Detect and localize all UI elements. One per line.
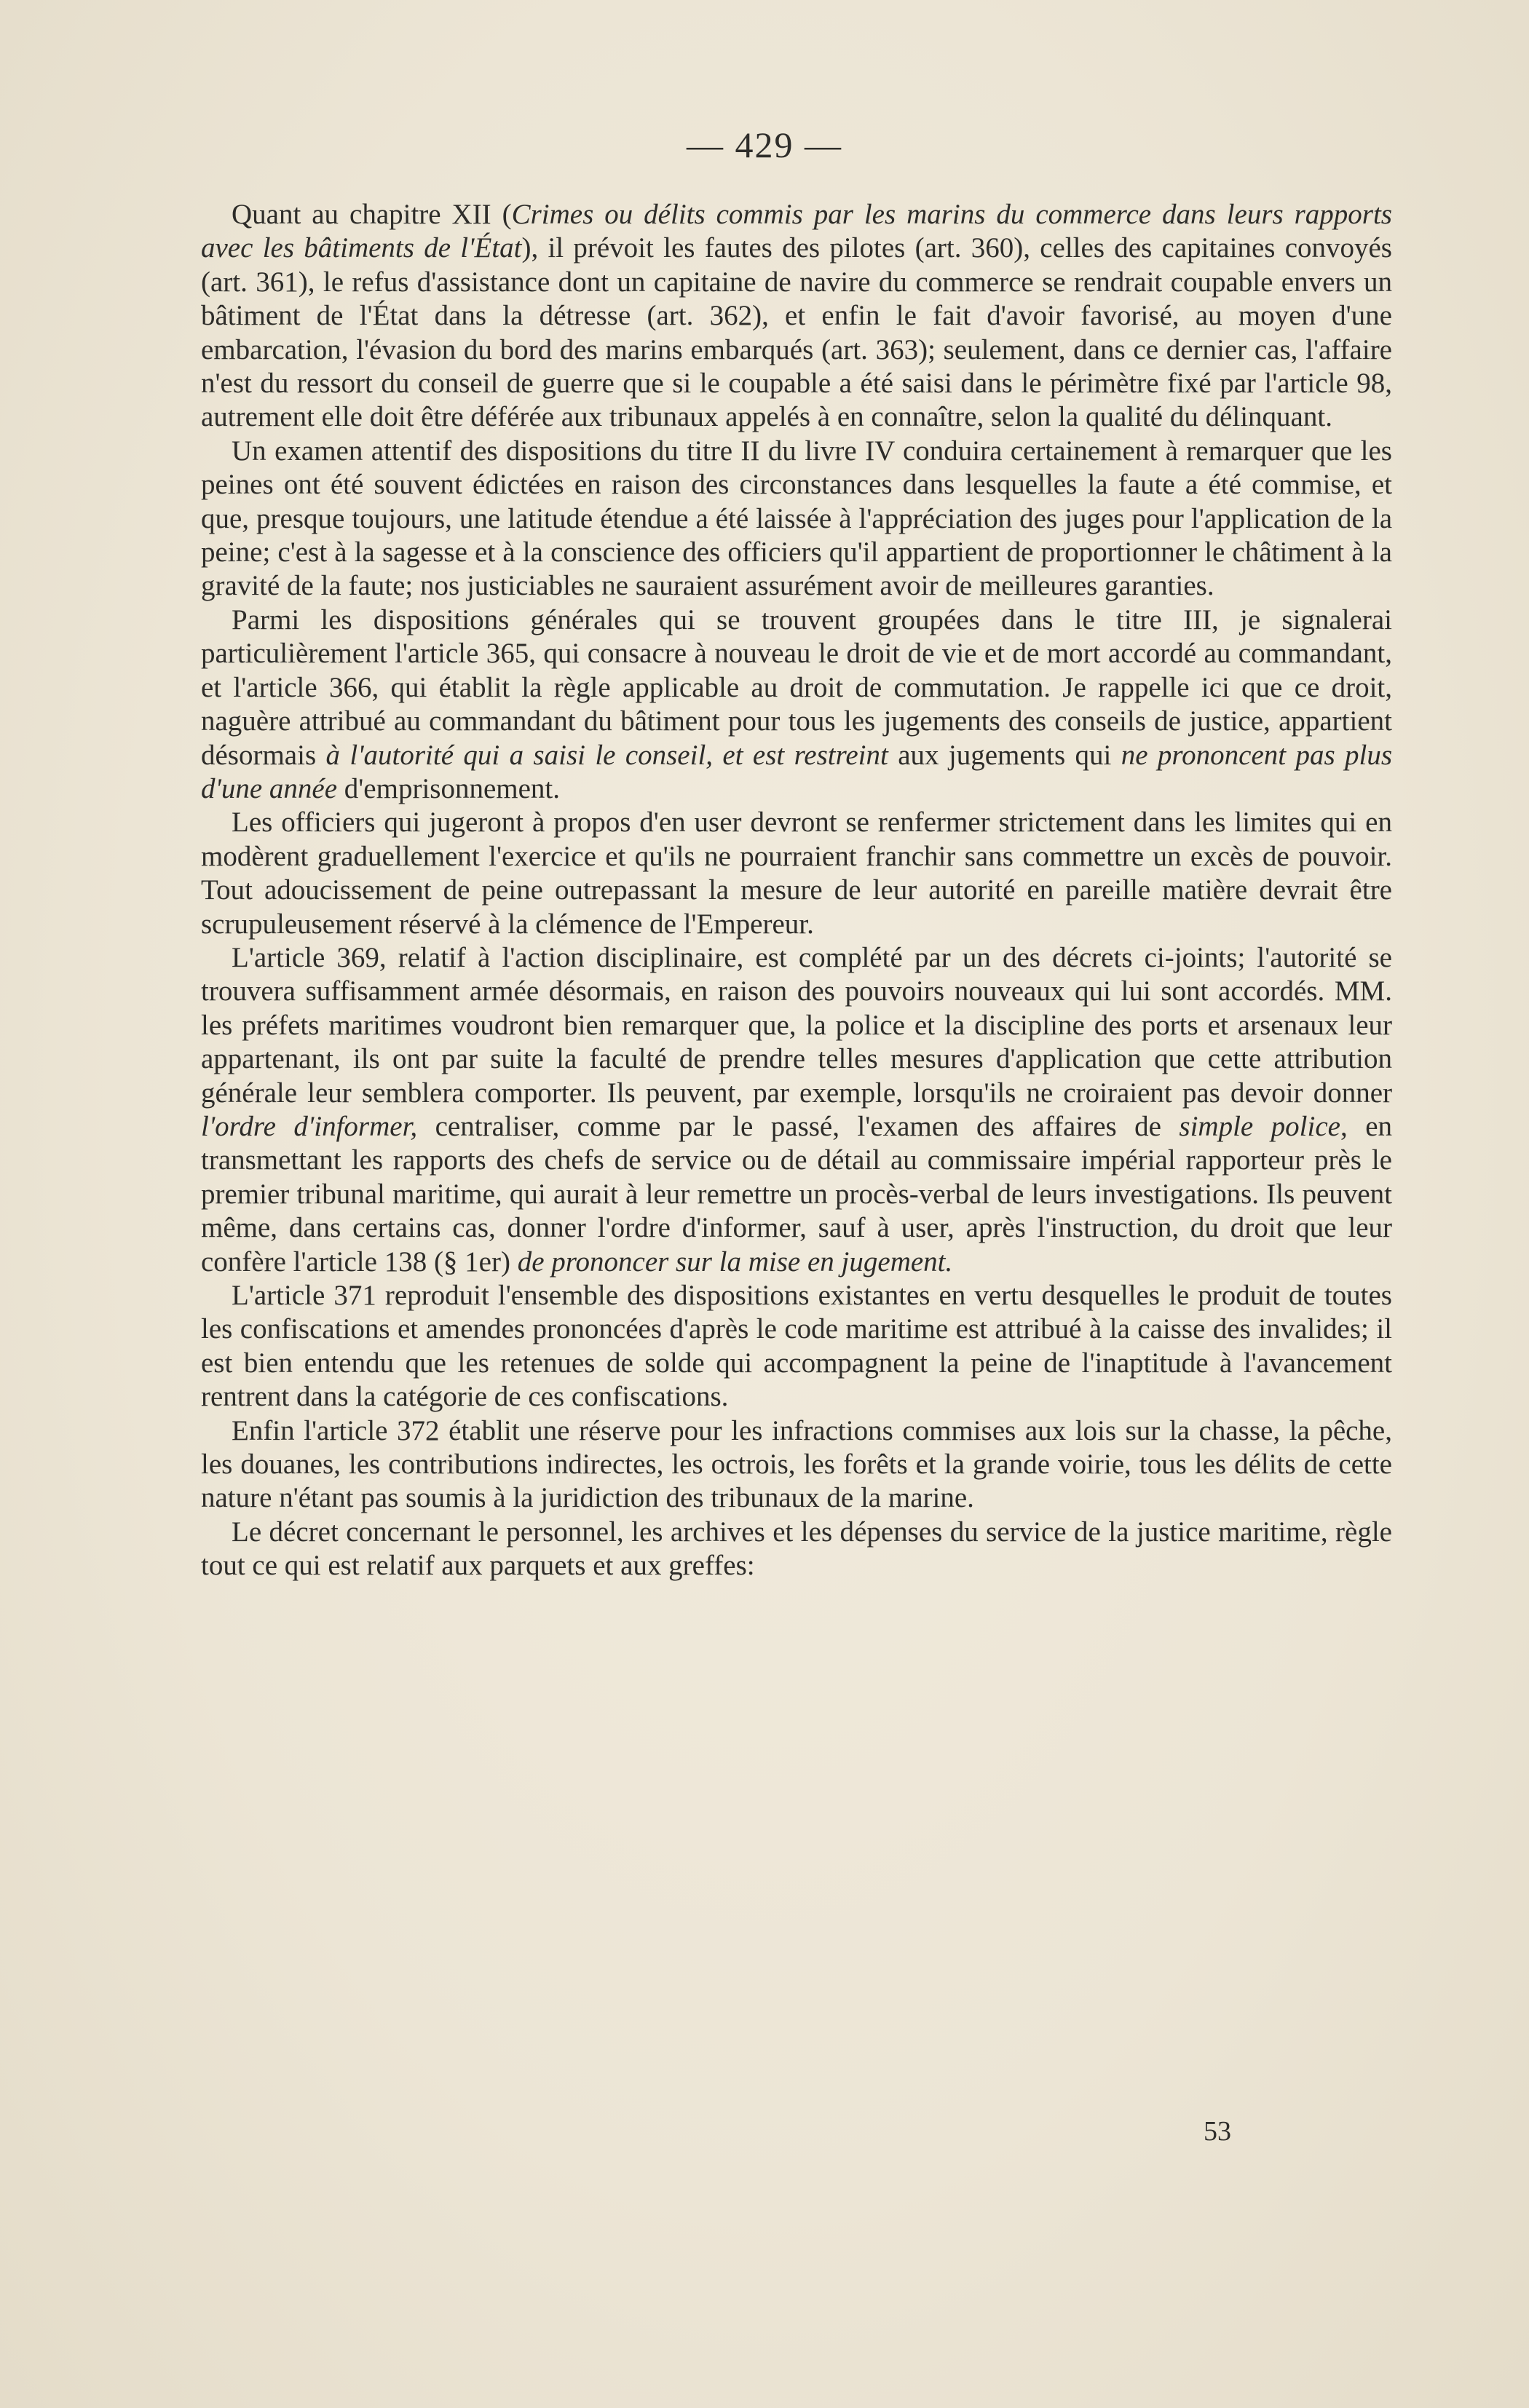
text-run: L'article 371 reproduit l'ensemble des dispositions existantes en vertu desquelles le produit de toutes les confiscations et amendes prononcées d'après le code maritime est attribué à la caisse des invalides; il est bien entendu que les retenues de solde qui accompagnent la peine de l'inaptitude à l'avancement rentrent dans la catégorie de ces confiscations. [201, 1280, 1392, 1413]
italic-run: ne prononcent pas plus d'une année [201, 739, 1393, 804]
text-run: L'article 369, relatif à l'action disciplinaire, est complété par un des décrets ci-joints; l'autorité se trouvera suffisamment armée désormais, en raison des pouvoirs nouveaux qui lui sont accordés. MM. les préfets maritimes voudront bien remarquer que, la police et la discipline des ports et arsenaux leur appartenant, ils ont par suite la faculté de prendre telles mesures d'application que cette attribution générale leur semblera comporter. Ils peuvent, par exemple, lorsqu'ils ne croiraient pas devoir donner [201, 941, 1392, 1109]
paragraph [201, 198, 1392, 435]
italic-run: à l'autorité qui a saisi le conseil, et est restreint [325, 739, 888, 771]
text-run: Les officiers qui jugeront à propos d'en user devront se renfermer strictement dans les limites qui en modèrent graduellement l'exercice et qu'ils ne pourraient franchir sans commettre un excès de pouvoir. Tout adoucissement de peine outrepassant la mesure de leur autorité en pareille matière devrait être scrupuleusement réservé à la clémence de l'Empereur. [201, 807, 1392, 940]
text-run: Quant au chapitre XII ( [232, 199, 512, 230]
italic-run: Crimes ou délits commis par les marins du commerce dans leurs rapports avec les bâtiments de l'État [201, 199, 1392, 264]
italic-run: simple police [1179, 1110, 1340, 1142]
paragraph [201, 941, 1392, 1279]
italic-run: l'ordre d'informer, [201, 1110, 418, 1142]
text-run: Le décret concernant le personnel, les archives et les dépenses du service de la justice maritime, règle tout ce qui est relatif aux parquets et aux greffes: [201, 1516, 1392, 1582]
page-number: — 429 — [687, 124, 842, 165]
text-run: , en transmettant les rapports des chefs de service ou de détail au commissaire impérial rapporteur près le premier tribunal maritime, qui aurait à leur remettre un procès-verbal de leurs investigations. Ils peuvent même, dans certains cas, donner l'ordre d'informer, sauf à user, après l'instruction, du droit que leur confère l'article 138 (§ 1er) [201, 1110, 1393, 1278]
text-run: Enfin l'article 372 établit une réserve pour les infractions commises aux lois sur la chasse, la pêche, les douanes, les contributions indirectes, les octrois, les forêts et la grande voirie, tous les délits de cette nature n'étant pas soumis à la juridiction des tribunaux de la marine. [201, 1414, 1392, 1514]
paragraph [201, 603, 1392, 806]
text-run: Un examen attentif des dispositions du titre II du livre IV conduira certainement à remarquer que les peines ont été souvent édictées en raison des circonstances dans lesquelles la faute a été commise, et que, presque toujours, une latitude étendue a été laissée à l'appréciation des juges pour l'application de la peine; c'est à la sagesse et à la conscience des officiers qu'il appartient de proportionner le châtiment à la gravité de la faute; nos justiciables ne sauraient assurément avoir de meilleures garanties. [201, 435, 1392, 602]
body-text [201, 198, 1392, 1583]
text-run: Parmi les dispositions générales qui se trouvent groupées dans le titre III, je signalerai particulièrement l'article 365, qui consacre à nouveau le droit de vie et de mort accordé au commandant, et l'article 366, qui établit la règle applicable au droit de commutation. Je rappelle ici que ce droit, naguère attribué au commandant du bâtiment pour tous les jugements des conseils de justice, appartient désormais [201, 603, 1392, 771]
text-run: ), il prévoit les fautes des pilotes (art. 360), celles des capitaines convoyés (art. 361), le refus d'assistance dont un capitaine de navire du commerce se rendrait coupable envers un bâtiment de l'État dans la détresse (art. 362), et enfin le fait d'avoir favorisé, au moyen d'une embarcation, l'évasion du bord des marins embarqués (art. 363); seulement, dans ce dernier cas, l'affaire n'est du ressort du conseil de guerre que si le coupable a été saisi dans le périmètre fixé par l'article 98, autrement elle doit être déférée aux tribunaux appelés à en connaître, selon la qualité du délinquant. [201, 232, 1392, 433]
paragraph [201, 1279, 1392, 1414]
paragraph [201, 1414, 1392, 1516]
paragraph [201, 806, 1392, 941]
text-run: d'emprisonnement. [337, 772, 560, 804]
paragraph [201, 1516, 1392, 1583]
text-run: aux jugements qui [888, 739, 1121, 771]
paragraph [201, 435, 1392, 603]
signature-mark: 53 [1204, 2116, 1231, 2147]
italic-run: de prononcer sur la mise en jugement. [517, 1245, 953, 1278]
text-run: centraliser, comme par le passé, l'examen des affaires de [417, 1110, 1180, 1142]
